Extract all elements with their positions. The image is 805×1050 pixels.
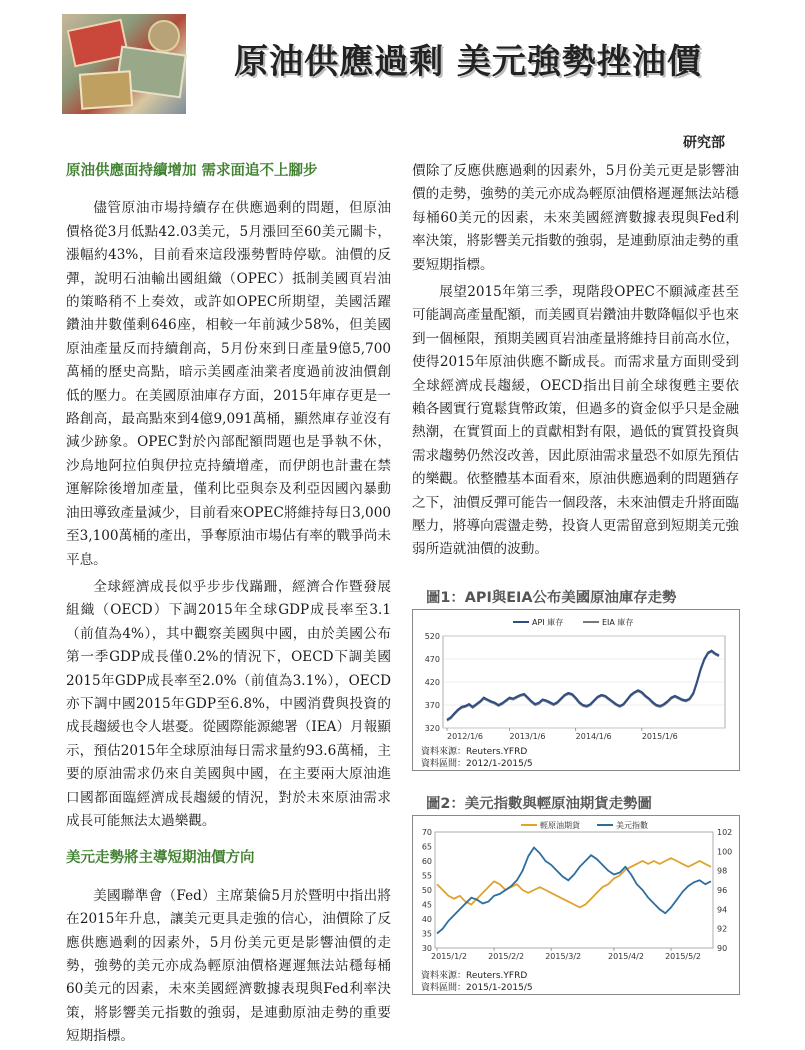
series-line <box>447 652 719 721</box>
chart-frame <box>412 815 740 995</box>
paragraph-continuation: 價除了反應供應過剩的因素外，5月份美元更是影響油價的走勢，強勢的美元亦成為輕原油價格遲遲無法站穩每桶60美元的因素，未來美國經濟數據表現與Fed利率決策，將影響美元指數的強弱，是連動原油走勢的重要短期指標。 <box>412 163 739 273</box>
y-left-tick-label: 50 <box>421 886 432 895</box>
figure-title: 圖2：美元指數與輕原油期貨走勢圖 <box>426 796 652 812</box>
figure-period: 資料區間：2015/1-2015/5 <box>421 983 533 993</box>
plot-area <box>435 832 713 948</box>
y-left-tick-label: 70 <box>421 828 432 837</box>
y-right-tick-label: 92 <box>717 924 728 934</box>
x-tick-label: 2015/5/2 <box>665 952 702 961</box>
y-right-tick-label: 102 <box>717 828 733 837</box>
figure-title: 圖1：API與EIA公布美國原油庫存走勢 <box>426 590 677 606</box>
series-line <box>437 848 711 934</box>
y-left-tick-label: 65 <box>421 842 432 852</box>
y-right-tick-label: 90 <box>717 944 728 953</box>
paragraph: 儘管原油市場持續存在供應過剩的問題，但原油價格從3月低點42.03美元，5月漲回至60美元關卡，漲幅約43%，目前看來這段漲勢暫時停歇。油價的反彈，說明石油輸出國組織（OPEC）抵制美國頁岩油的策略稍不上奏效，或許如OPEC所期望，美國活躍鑽油井數僅剩646座，相較一年前減少58%，但美國原油產量反而持續創高，5月份來到日產量9億5,700萬桶的歷史高點，暗示美國產油業者度過前波油價創低的壓力。在美國原油庫存方面，2015年庫存更是一路創高，最高點來到4億9,091萬桶，顯然庫存並沒有減少跡象。OPEC對於內部配額問題也是爭執不休，沙烏地阿拉伯與伊拉克持續增產，而伊朗也計畫在禁運解除後增加產量，僅利比亞與奈及利亞因國內暴動油田導致產量減少，目前看來OPEC將維持每日3,000至3,100萬桶的產出，爭奪原油市場佔有率的戰爭尚未平息。 <box>66 200 391 568</box>
legend-label: API 庫存 <box>532 618 564 627</box>
y-right-tick-label: 100 <box>717 847 733 857</box>
x-tick-label: 2012/1/6 <box>447 732 483 741</box>
figure-2 <box>412 792 740 995</box>
paragraph: 美國聯準會（Fed）主席葉倫5月於暨明中指出將在2015年升息，讓美元更具走強的信心，油價除了反應供應過剩的因素外，5月份美元更是影響油價的走勢，強勢的美元亦成為輕原油價格遲遲無法站穩每桶60美元的因素，未來美國經濟數據表現與Fed利率決策，將影響美元指數的強弱，是連動原油走勢的重要短期指標。 <box>66 887 391 1045</box>
section-heading: 美元走勢將主導短期油價方向 <box>66 850 255 867</box>
inventory-chart <box>413 610 739 742</box>
y-tick-label: 370 <box>424 701 440 710</box>
banner-image <box>62 14 186 114</box>
left-column <box>66 160 391 1045</box>
x-tick-label: 2015/1/2 <box>431 952 467 961</box>
legend-label: EIA 庫存 <box>602 618 634 627</box>
legend-label: 輕原油期貨 <box>540 821 580 830</box>
banknote-image <box>79 70 133 110</box>
y-left-tick-label: 40 <box>421 915 432 924</box>
x-tick-label: 2014/1/6 <box>575 732 612 741</box>
y-tick-label: 420 <box>424 678 440 687</box>
author-label: 研究部 <box>683 135 725 151</box>
x-tick-label: 2015/3/2 <box>545 952 582 961</box>
y-left-tick-label: 45 <box>421 900 432 910</box>
figure-source: 資料來源：Reuters.YFRD <box>421 747 528 757</box>
chart-frame <box>412 609 740 771</box>
y-right-tick-label: 94 <box>717 905 728 915</box>
paragraph: 展望2015年第三季，現階段OPEC不願減產甚至可能調高產量配額，而美國頁岩鑽油井數降幅似乎也來到一個極限，預期美國頁岩油產量將維持目前高水位，使得2015年原油供應不斷成長。而需求量方面則受到全球經濟成長趨緩，OECD指出目前全球復甦主要依賴各國實行寬鬆貨幣政策，但過多的資金似乎只是金融熱潮，在實質面上的貢獻相對有限，過低的實質投資與需求趨勢仍然沒改善，因此原油需求量恐不如原先預估的樂觀。依整體基本面看來，原油供應過剩的問題猶存之下，油價反彈可能告一個段落，未來油價走升將面臨壓力，將導向震盪走勢，投資人更需留意到短期美元強弱所造就油價的波動。 <box>412 284 739 558</box>
page-title: 原油供應過剩 美元強勢挫油價 <box>234 42 702 82</box>
y-left-tick-label: 55 <box>421 871 432 881</box>
figure-period: 資料區間：2012/1-2015/5 <box>421 759 533 769</box>
right-column <box>412 160 739 562</box>
y-tick-label: 320 <box>424 724 440 733</box>
coin-image <box>148 20 180 52</box>
paragraph: 全球經濟成長似乎步步伐蹣跚，經濟合作暨發展組織（OECD）下調2015年全球GDP成長率至3.1（前值為4%），其中觀察美國與中國，由於美國公布第一季GDP成長僅0.2%的情況下，OECD下調美國2015年GDP成長率至2.0%（前值為3.1%），OECD亦下調中國2015年GDP至6.8%，中國消費與投資的成長趨緩也令人堪憂。從國際能源總署（IEA）月報顯示，預估2015年全球原油每日需求量約93.6萬桶，主要的原油需求仍來自美國與中國，在主要兩大原油進口國都面臨經濟成長趨緩的情況，對於未來原油需求成長可能無法太過樂觀。 <box>66 578 391 829</box>
y-tick-label: 470 <box>424 655 440 664</box>
y-left-tick-label: 35 <box>421 929 432 939</box>
y-right-tick-label: 96 <box>717 886 728 895</box>
x-tick-label: 2015/4/2 <box>607 952 644 961</box>
series-line <box>447 651 719 720</box>
y-right-tick-label: 98 <box>717 866 728 876</box>
x-tick-label: 2015/1/6 <box>641 732 678 741</box>
section-heading: 原油供應面持續增加 需求面追不上腳步 <box>66 163 318 179</box>
dollar-oil-chart <box>413 816 739 966</box>
x-tick-label: 2013/1/6 <box>509 732 546 741</box>
x-tick-label: 2015/2/2 <box>488 952 525 961</box>
y-left-tick-label: 60 <box>421 857 432 866</box>
figure-1 <box>412 586 740 771</box>
y-left-tick-label: 30 <box>421 944 432 953</box>
y-tick-label: 520 <box>424 632 440 641</box>
legend-label: 美元指數 <box>616 821 648 830</box>
figure-source: 資料來源：Reuters.YFRD <box>421 971 528 981</box>
